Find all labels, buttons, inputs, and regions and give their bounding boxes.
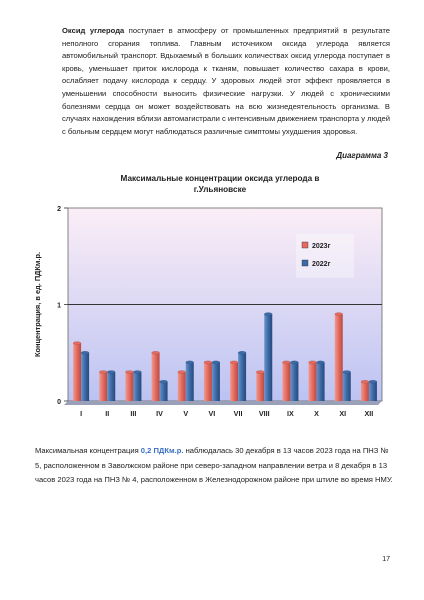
bar-chart [20, 196, 390, 431]
x-tick-label: II [105, 409, 110, 418]
bar-top [230, 361, 238, 364]
bar [81, 353, 89, 401]
bar [73, 343, 81, 401]
para2-after: наблюдалась 30 декабря в 13 часов 2023 года на ПНЗ № 5, расположенном в Заволжском районе при северо-западном направлении ветра и 8 декабря в 13 часов 2023 года на ПНЗ № 4, расположенном в Железнодорожном районе при штиле во время НМУ. [35, 446, 393, 484]
legend-swatch [302, 260, 308, 266]
bar-top [81, 351, 89, 354]
chart-title: Максимальные концентрации оксида углерода в г.Ульяновске [120, 174, 320, 194]
bar [212, 362, 220, 401]
chart-svg [20, 196, 390, 426]
bar-top [152, 351, 160, 354]
bar-top [178, 370, 186, 373]
bar-top [256, 370, 264, 373]
para2-before: Максимальная концентрация [35, 446, 141, 455]
bar [256, 372, 264, 401]
bar-top [282, 361, 290, 364]
chart-floor [64, 401, 382, 405]
x-tick-label: VIII [258, 409, 270, 418]
bar [230, 362, 238, 401]
bar-top [99, 370, 107, 373]
bar-top [343, 370, 351, 373]
intro-bold-term: Оксид углерода [62, 26, 125, 35]
bar-top [107, 370, 115, 373]
bar [133, 372, 141, 401]
bar [99, 372, 107, 401]
bar-top [160, 380, 168, 383]
bar-top [73, 342, 81, 345]
bar-top [238, 351, 246, 354]
x-tick-label: XII [364, 409, 374, 418]
x-tick-label: III [130, 409, 137, 418]
bar-top [264, 313, 272, 316]
bar-top [317, 361, 325, 364]
intro-text: поступает в атмосферу от промышленных предприятий в результате неполного сгорания топлива. Главным источником оксида углерода является автомобильный транспорт. Вдыхаемый в больших количествах оксид углерода поступает в кровь, уменьшает приток кислорода к тканям, повышает количество сахара в крови, ослабляет подачу кислорода к сердцу. У здоровых людей этот эффект проявляется в уменьшении способности выносить физические нагрузки. У людей с хроническими болезнями сердца он может воздействовать на всю жизнедеятельность организма. В случаях нахождения вблизи автомагистрали с интенсивным движением транспорта у людей с больным сердцем могут наблюдаться различные симптомы ухудшения здоровья. [62, 26, 391, 136]
x-tick-label: VI [208, 409, 216, 418]
bar [361, 382, 369, 401]
bar [204, 362, 212, 401]
bar-top [309, 361, 317, 364]
bar [335, 314, 343, 401]
bar-top [212, 361, 220, 364]
diagram-label: Диаграмма 3 [336, 151, 388, 160]
bar-top [186, 361, 194, 364]
bar-top [361, 380, 369, 383]
bar [317, 362, 325, 401]
bar-top [204, 361, 212, 364]
bar-top [125, 370, 133, 373]
legend-box [296, 234, 354, 278]
bar [107, 372, 115, 401]
concentration-paragraph [35, 444, 395, 488]
bar-top [335, 313, 343, 316]
bar-top [369, 380, 377, 383]
bar-top [133, 370, 141, 373]
page-number: 17 [382, 556, 390, 563]
y-tick-label: 2 [57, 206, 61, 213]
bar [343, 372, 351, 401]
bar [160, 382, 168, 401]
bar [290, 362, 298, 401]
y-axis-label: Концентрация, в ед. ПДКм.р. [33, 251, 42, 358]
legend-swatch [302, 242, 308, 248]
y-tick-label: 1 [57, 302, 61, 310]
bar [186, 362, 194, 401]
x-tick-label: IV [156, 409, 163, 418]
x-tick-label: IX [287, 409, 294, 418]
bar [309, 362, 317, 401]
x-tick-label: XI [339, 409, 347, 418]
bar [178, 372, 186, 401]
para2-highlight: 0,2 ПДКм.р. [140, 446, 184, 455]
bar [369, 382, 377, 401]
y-tick-label: 0 [57, 399, 61, 406]
intro-paragraph [62, 25, 390, 138]
x-tick-label: V [183, 409, 189, 418]
x-tick-label: X [314, 409, 319, 418]
bar [152, 353, 160, 401]
legend-label: 2022г [312, 261, 331, 268]
x-tick-label: I [80, 409, 83, 418]
bar-top [290, 361, 298, 364]
legend-label: 2023г [312, 243, 331, 250]
bar [264, 314, 272, 401]
bar [238, 353, 246, 401]
bar [125, 372, 133, 401]
bar [282, 362, 290, 401]
x-tick-label: VII [233, 409, 243, 418]
